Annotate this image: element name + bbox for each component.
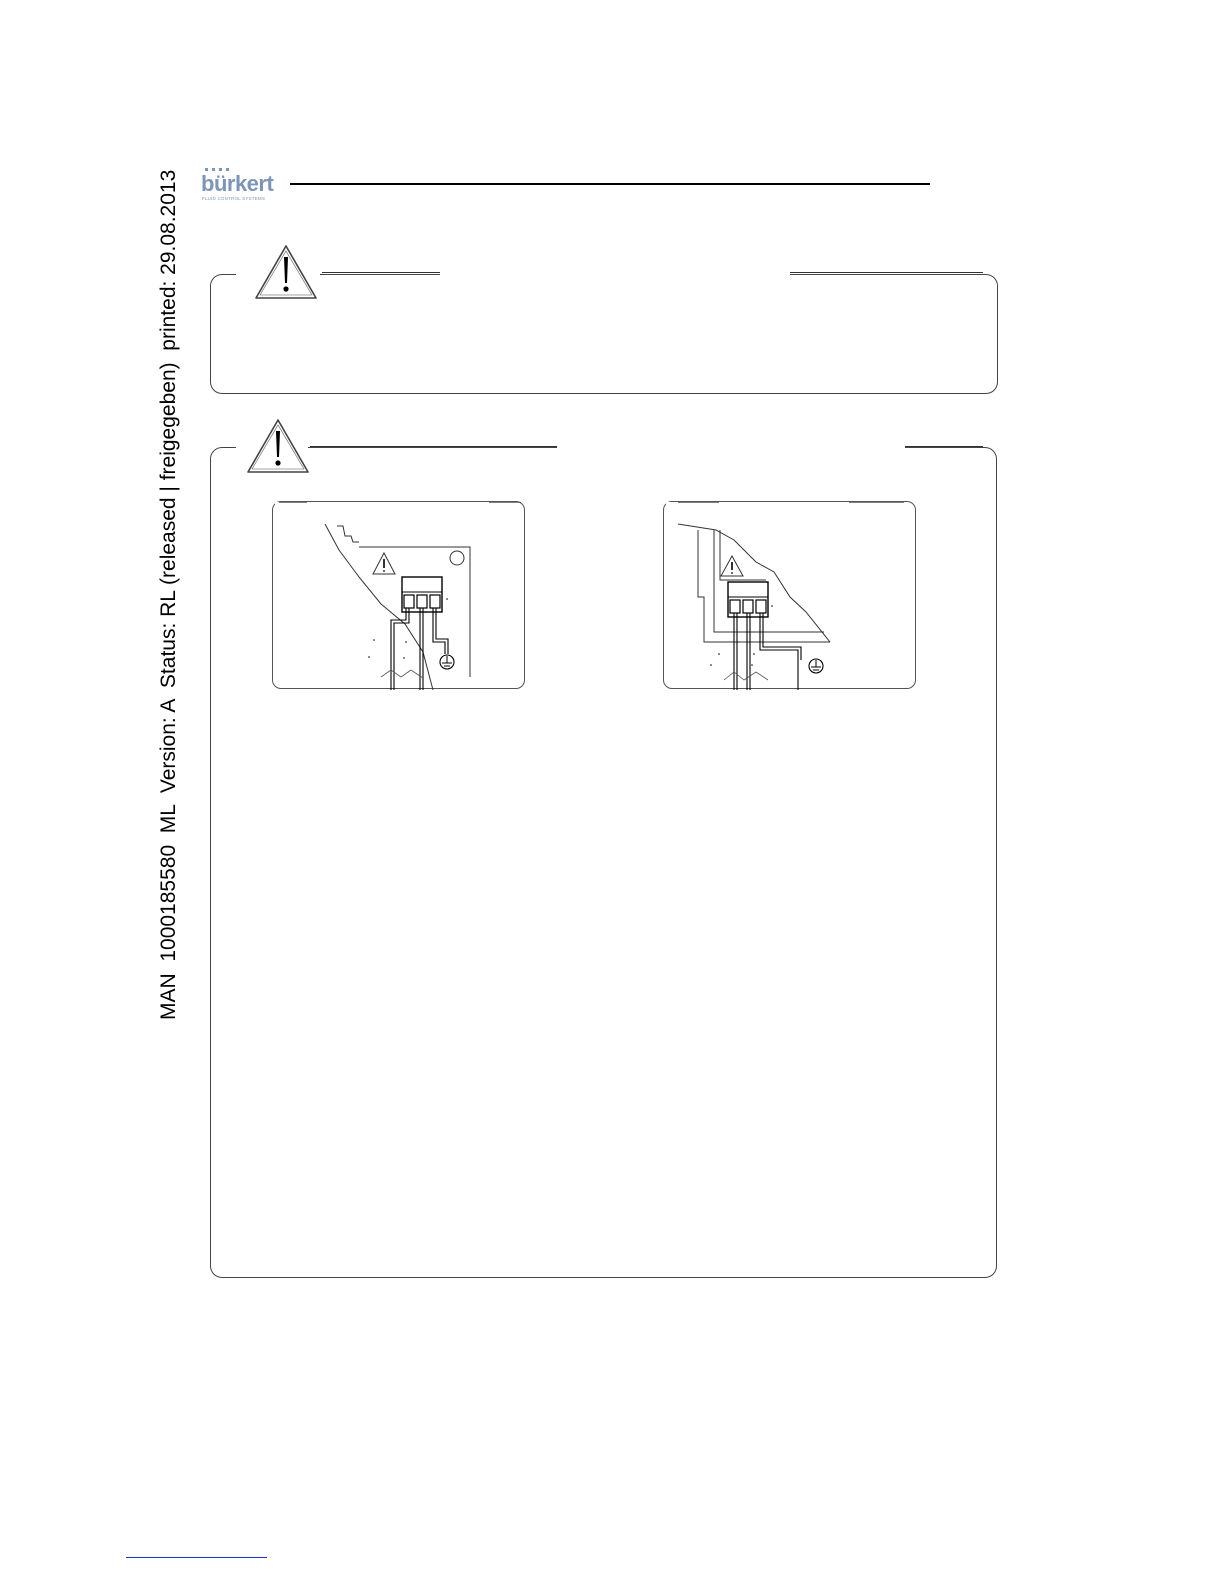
wiring-diagram-2 (664, 502, 917, 690)
document-status-sidebar: MAN 1000185580 ML Version: A Status: RL (released | freigegeben) printed: 29.08.2013 (157, 169, 180, 1020)
logo-wordmark: bürkert (201, 171, 274, 196)
brand-logo (201, 167, 281, 207)
warning-box-1-title-rule (322, 272, 440, 273)
wiring-diagram-1 (273, 502, 526, 690)
warning-box-1-title-rule-right (790, 272, 983, 273)
warning-triangle-icon (245, 417, 311, 475)
warning-box-1 (210, 274, 998, 394)
warning-box-2-title-rule-right (905, 446, 983, 447)
wiring-figure-2 (663, 501, 916, 689)
warning-triangle-icon (253, 243, 319, 301)
logo-tagline: FLUID CONTROL SYSTEMS (202, 196, 266, 201)
wiring-figure-1 (272, 501, 525, 689)
warning-box-2-title-rule (310, 446, 557, 447)
header-rule (290, 183, 930, 185)
footer-link[interactable] (126, 1557, 267, 1558)
